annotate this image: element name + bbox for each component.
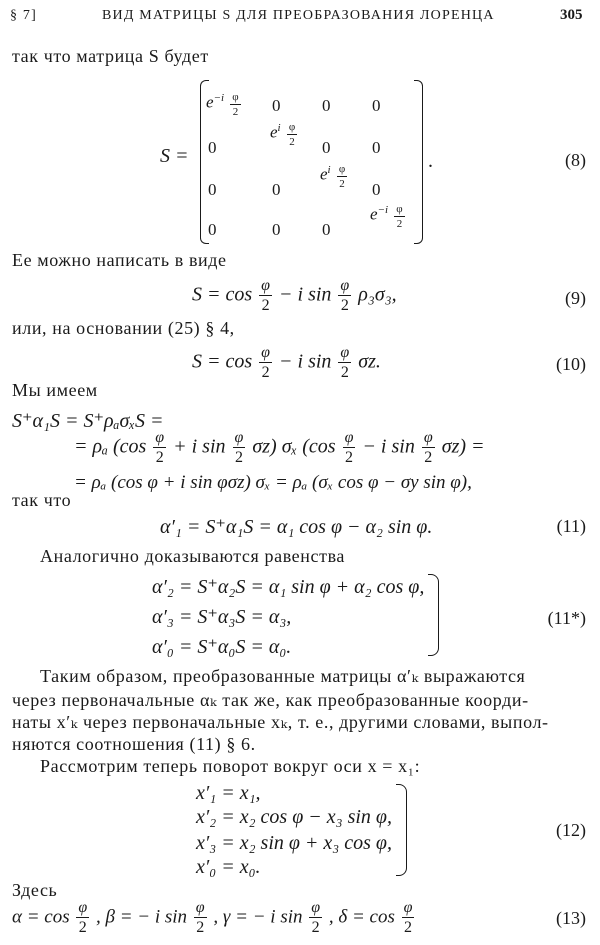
matrix-cell-3-4: 0 [372, 180, 381, 199]
eq13-number: (13) [556, 908, 586, 928]
eq11s-line-2: α′₃ = S⁺α₃S = α₃, [152, 606, 292, 628]
matrix-cell-2-3: 0 [322, 138, 331, 157]
eq12-number: (12) [556, 820, 586, 840]
eq11: α′₁ = S⁺α₁S = α₁ cos φ − α₂ sin φ. [160, 516, 433, 538]
eq12-line-1: x′₁ = x₁, [196, 782, 261, 804]
eq11s-line-1: α′₂ = S⁺α₂S = α₁ sin φ + α₂ cos φ, [152, 576, 425, 598]
eq8-period: . [428, 150, 433, 172]
section-marker: § 7] [10, 8, 37, 23]
so-that-line: так что [12, 490, 72, 510]
matrix-cell-2-1: 0 [208, 138, 217, 157]
similarly-line: Аналогично доказываются равенства [40, 546, 346, 566]
eq12-line-2: x′₂ = x₂ cos φ − x₃ sin φ, [196, 806, 392, 828]
derivation-line-3: = ρₐ (cos φ + i sin φσz) σₓ = ρₐ (σₓ cos φ − σy sin φ), [74, 472, 472, 493]
matrix-right-bracket [414, 80, 423, 244]
matrix-cell-2-2: $e^i$ $\frac{\varphi}{2}$ [270, 121, 296, 148]
eq8-lhs: S = [160, 145, 189, 167]
consider-line: Рассмотрим теперь поворот вокруг оси x = x₁: [40, 756, 421, 776]
eq8-number: (8) [565, 150, 586, 170]
matrix-cell-3-1: 0 [208, 180, 217, 199]
matrix-cell-4-2: 0 [272, 220, 281, 239]
paragraph-line-3: наты x′ₖ через первоначальные xₖ, т. е., другими словами, выпол- [12, 712, 549, 732]
eq11s-line-3: α′₀ = S⁺α₀S = α₀. [152, 636, 292, 658]
derivation-line-1: S⁺α₁S = S⁺ρₐσₓS = [12, 410, 164, 432]
matrix-cell-2-4: 0 [372, 138, 381, 157]
matrix-cell-4-3: 0 [322, 220, 331, 239]
running-title: ВИД МАТРИЦЫ S ДЛЯ ПРЕОБРАЗОВАНИЯ ЛОРЕНЦА [102, 8, 495, 23]
or-based-line: или, на основании (25) § 4, [12, 318, 235, 338]
matrix-cell-1-2: 0 [272, 96, 281, 115]
paragraph-line-1: Таким образом, преобразованные матрицы α′ₖ выражаются [40, 666, 526, 686]
eq11s-brace [428, 574, 439, 656]
paragraph-line-4: няются соотношения (11) § 6. [12, 734, 256, 754]
eq12-line-3: x′₃ = x₂ sin φ + x₃ cos φ, [196, 832, 392, 854]
can-write-line: Ее можно написать в виде [12, 250, 227, 270]
eq11-number: (11) [556, 516, 586, 536]
eq9: S = cos $\frac{\varphi}{2}$ − i sin $\frac{\varphi}{2}$ ρ₃σ₃, [192, 277, 397, 314]
matrix-cell-4-1: 0 [208, 220, 217, 239]
eq10: S = cos $\frac{\varphi}{2}$ − i sin $\frac{\varphi}{2}$ σz. [192, 344, 381, 381]
we-have-line: Мы имеем [12, 380, 98, 400]
matrix-cell-1-4: 0 [372, 96, 381, 115]
derivation-line-2: = ρₐ (cos $\frac{\varphi}{2}$ + i sin $\frac{\varphi}{2}$ σz) σₓ (cos $\frac{\varphi}{2}$ − i sin $\frac{\varphi}{2}$ σz) = [74, 429, 485, 466]
here-line: Здесь [12, 880, 58, 900]
paragraph-line-2: через первоначальные αₖ так же, как преобразованные коорди- [12, 690, 529, 710]
eq10-number: (10) [556, 354, 586, 374]
matrix-cell-1-3: 0 [322, 96, 331, 115]
matrix-cell-4-4: $e^{-i}$ $\frac{\varphi}{2}$ [370, 203, 403, 230]
eq12-brace [396, 784, 407, 876]
eq12-line-4: x′₀ = x₀. [196, 856, 261, 878]
eq9-number: (9) [565, 288, 586, 308]
eq13: α = cos $\frac{\varphi}{2}$ , β = − i sin $\frac{\varphi}{2}$ , γ = − i sin $\frac{\varphi}{2}$ , δ = cos $\frac{\varphi}{2}$ [12, 899, 413, 936]
intro-line: так что матрица S будет [12, 46, 209, 66]
matrix-cell-3-2: 0 [272, 180, 281, 199]
page-number: 305 [560, 7, 583, 23]
matrix-cell-1-1: $e^{-i}$ $\frac{\varphi}{2}$ [206, 91, 239, 118]
matrix-cell-3-3: $e^i$ $\frac{\varphi}{2}$ [320, 163, 346, 190]
eq11s-number: (11*) [547, 608, 586, 628]
